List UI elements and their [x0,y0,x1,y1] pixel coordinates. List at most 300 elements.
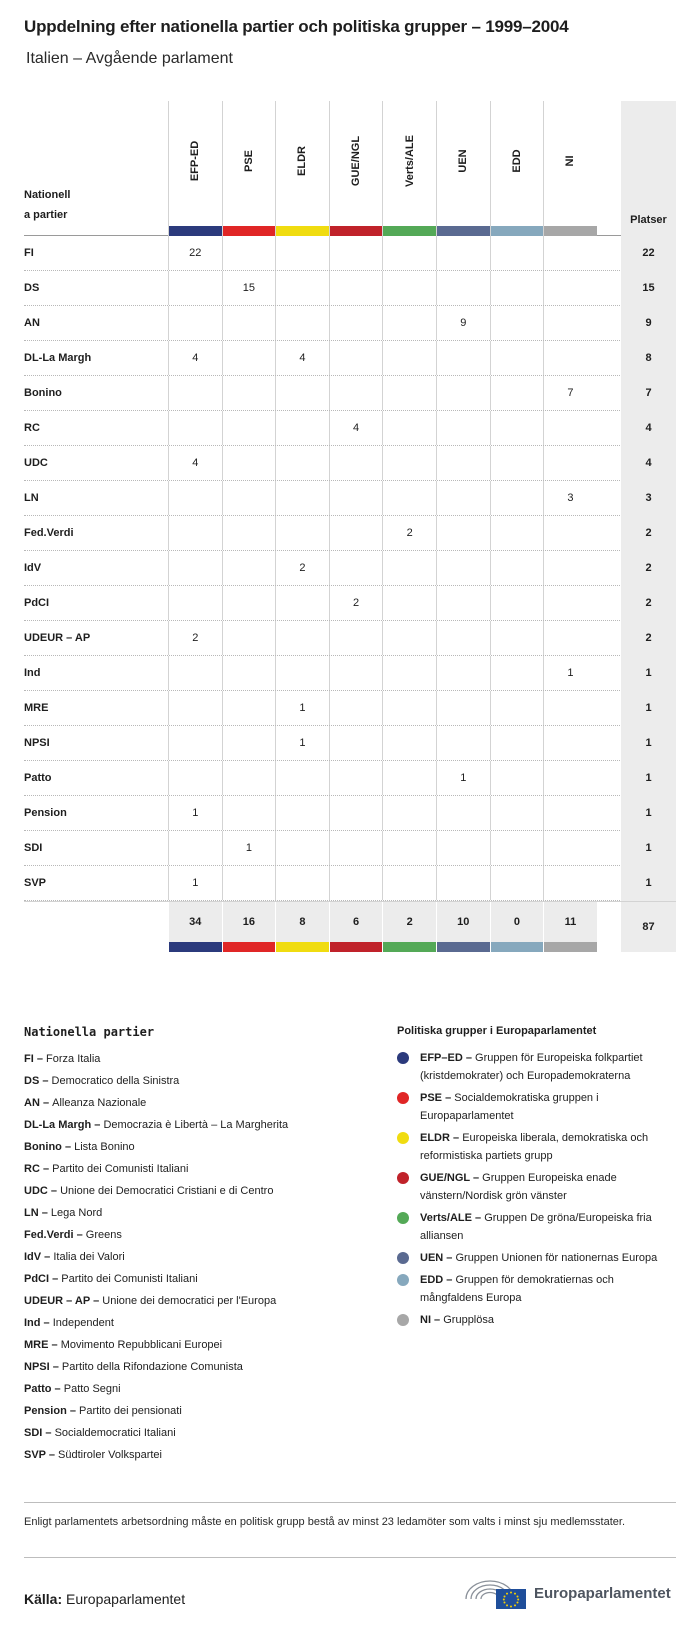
seat-cell [275,271,329,305]
divider-top [24,1502,676,1503]
seat-cell: 2 [329,586,383,620]
group-abbr: GUE/NGL [420,1172,470,1184]
seat-cell: 2 [168,621,222,655]
seat-cell [382,761,436,795]
table-row [24,796,676,831]
political-group-legend [397,1025,677,1333]
group-color-bar [437,942,490,952]
group-header-label: Verts/ALE [403,135,416,187]
seat-cell [436,411,490,445]
source-line [24,1591,185,1607]
party-abbr: LN [24,1207,39,1219]
party-name: Fed.Verdi [24,527,74,539]
seat-cell: 4 [329,411,383,445]
row-total: 1 [621,866,676,901]
group-legend-item [397,1249,677,1267]
seat-cell [222,586,276,620]
group-column-header [168,101,222,236]
party-name: Ind [24,667,41,679]
seats-header: Platser [630,214,667,226]
seat-cell [275,621,329,655]
group-total [222,902,276,952]
group-full-name: Socialdemokratiska gruppen i Europaparlamentet [420,1092,599,1122]
table-row [24,306,676,341]
table-row [24,411,676,446]
seat-cell [490,586,544,620]
seat-cell [543,726,597,760]
seat-cell [275,516,329,550]
seat-cell [490,516,544,550]
group-abbr: PSE [420,1092,443,1104]
national-legend-item [24,1290,364,1312]
group-header-label: PSE [242,149,255,173]
party-abbr: FI [24,1053,34,1065]
group-color-bar [383,942,436,952]
row-total: 2 [621,516,676,551]
seat-cell [222,796,276,830]
group-full-name: Gruppen De gröna/Europeiska fria alliansen [420,1212,652,1242]
group-column-header [329,101,383,236]
party-name: MRE [24,702,49,714]
group-full-name: Grupplösa [443,1314,494,1326]
separator: – [443,1274,456,1286]
party-name: SDI [24,842,43,854]
seat-cell [382,306,436,340]
separator: – [442,1092,455,1104]
seat-cell [222,446,276,480]
seat-cell [329,551,383,585]
separator: – [462,1052,476,1064]
row-total: 2 [621,586,676,621]
seat-cell [382,551,436,585]
party-name: Bonino [24,387,62,399]
seat-cell: 1 [436,761,490,795]
group-legend-item [397,1129,677,1165]
seat-cell [436,376,490,410]
group-total [490,902,544,952]
party-name: UDC [24,457,48,469]
seat-cell [490,481,544,515]
group-legend-item [397,1089,677,1125]
separator: – [471,1212,485,1224]
party-abbr: Patto [24,1383,52,1395]
europarl-logo [462,1573,677,1613]
party-full-name: Unione dei Democratici Cristiani e di Centro [60,1185,274,1197]
seat-cell [490,376,544,410]
seat-cell [490,306,544,340]
party-full-name: Partito dei Comunisti Italiani [52,1163,189,1175]
group-color-bar [169,942,222,952]
group-color-bar [276,942,329,952]
seat-cell [436,481,490,515]
seat-cell [329,866,383,900]
seat-cell [490,691,544,725]
seat-cell [329,271,383,305]
seat-cell [275,831,329,865]
seat-cell [168,551,222,585]
seat-cell [436,691,490,725]
separator: – [469,1172,483,1184]
seat-cell [543,551,597,585]
seat-cell [168,376,222,410]
group-color-bar [544,942,597,952]
group-total [275,902,329,952]
group-color-dot-icon [397,1252,409,1264]
seat-cell [168,726,222,760]
group-color-dot-icon [397,1132,409,1144]
national-legend-item [24,1114,364,1136]
national-legend-item [24,1400,364,1422]
separator: – [66,1405,80,1417]
seat-cell [543,831,597,865]
seat-cell [168,271,222,305]
group-color-bar [276,226,329,236]
group-color-dot-icon [397,1092,409,1104]
footnote: Enligt parlamentets arbetsordning måste en politisk grupp bestå av minst 23 ledamöter som valts i minst sju medlemsstater. [24,1516,625,1528]
party-abbr: Pension [24,1405,67,1417]
seat-cell [382,621,436,655]
seat-cell [275,411,329,445]
party-abbr: PdCI [24,1273,50,1285]
separator: – [47,1185,61,1197]
group-color-bar [169,226,222,236]
group-total-value: 11 [564,916,577,928]
group-legend-item [397,1049,677,1085]
seat-cell [275,866,329,900]
totals-row [24,901,676,951]
separator: – [45,1449,59,1461]
seat-cell [275,761,329,795]
row-header-label [24,185,70,225]
seat-cell [275,796,329,830]
seat-cell [382,691,436,725]
national-legend-item [24,1312,364,1334]
seat-cell [543,691,597,725]
table-row [24,516,676,551]
seat-cell: 2 [275,551,329,585]
group-legend-item [397,1311,677,1329]
national-legend-item [24,1334,364,1356]
party-full-name: Movimento Repubblicani Europei [60,1339,223,1351]
group-abbr: Verts/ALE [420,1212,472,1224]
seat-cell [329,306,383,340]
party-full-name: Socialdemocratici Italiani [54,1427,176,1439]
group-header-label: EDD [510,149,523,173]
row-total: 4 [621,446,676,481]
seat-cell [168,691,222,725]
party-abbr: SVP [24,1449,46,1461]
row-total: 1 [621,831,676,866]
group-total [382,902,436,952]
seat-cell [543,621,597,655]
seat-cell [222,621,276,655]
seat-cell [222,341,276,375]
group-total-value: 0 [513,916,520,928]
table-row [24,446,676,481]
seat-cell: 22 [168,236,222,270]
seat-cell [382,446,436,480]
table-row [24,586,676,621]
row-total: 3 [621,481,676,516]
divider-bottom [24,1557,676,1558]
group-total-value: 8 [299,916,306,928]
group-total [436,902,490,952]
row-total: 22 [621,236,676,271]
party-full-name: Forza Italia [46,1053,101,1065]
seat-cell [168,306,222,340]
party-full-name: Unione dei democratici per l'Europa [102,1295,277,1307]
group-color-bar [330,226,383,236]
group-abbr: NI [420,1314,431,1326]
seat-cell [222,726,276,760]
separator: – [91,1119,104,1131]
seat-cell: 15 [222,271,276,305]
seat-cell [329,621,383,655]
seat-cell [168,656,222,690]
seat-cell: 1 [222,831,276,865]
group-abbr: EFP–ED [420,1052,463,1064]
table-row [24,691,676,726]
seat-cell [382,271,436,305]
table-row [24,831,676,866]
group-color-dot-icon [397,1274,409,1286]
party-abbr: RC [24,1163,40,1175]
group-total-value: 6 [353,916,360,928]
seat-cell [382,866,436,900]
separator: – [431,1314,444,1326]
row-total: 2 [621,551,676,586]
group-color-bar [491,226,544,236]
group-header-label: UEN [457,149,470,173]
separator: – [449,1132,463,1144]
group-color-dot-icon [397,1314,409,1326]
seat-cell [329,341,383,375]
seat-cell [382,481,436,515]
separator: – [33,1053,47,1065]
seat-cell [436,866,490,900]
seat-cell [222,656,276,690]
seat-cell [436,621,490,655]
group-color-bar [223,942,276,952]
party-name: Patto [24,772,52,784]
row-total: 1 [621,691,676,726]
separator: – [39,1163,53,1175]
seat-cell: 2 [382,516,436,550]
national-legend-item [24,1048,364,1070]
party-abbr: MRE [24,1339,49,1351]
national-legend-item [24,1356,364,1378]
seat-cell [222,376,276,410]
party-abbr: IdV [24,1251,42,1263]
seat-cell [436,516,490,550]
national-legend-item [24,1422,364,1444]
seat-cell [329,481,383,515]
party-abbr: DS [24,1075,40,1087]
seat-cell [329,376,383,410]
seat-cell [543,271,597,305]
seat-cell [436,796,490,830]
party-name: UDEUR – AP [24,632,91,644]
seat-cell [168,481,222,515]
seat-cell [490,656,544,690]
national-legend-item [24,1378,364,1400]
seat-cell [436,656,490,690]
party-name: AN [24,317,40,329]
seat-cell [275,446,329,480]
seats-header-column [621,101,676,236]
group-legend-heading: Politiska grupper i Europaparlamentet [397,1025,597,1037]
party-name: NPSI [24,737,50,749]
party-name: PdCI [24,597,50,609]
seat-table [24,101,676,951]
party-full-name: Partito dei Comunisti Italiani [61,1273,198,1285]
row-header-line-1: Nationell [24,189,71,201]
group-total-value: 16 [242,916,256,928]
row-header-line-2: a partier [24,209,68,221]
group-color-dot-icon [397,1052,409,1064]
national-legend-item [24,1136,364,1158]
seat-cell [490,236,544,270]
seat-cell [436,341,490,375]
group-total-value: 10 [457,916,470,928]
seat-cell [543,446,597,480]
group-column-header [543,101,597,236]
seat-cell [436,586,490,620]
seat-cell [436,446,490,480]
group-column-header [222,101,276,236]
party-name: FI [24,247,34,259]
group-column-header [490,101,544,236]
party-full-name: Greens [85,1229,122,1241]
row-total: 1 [621,726,676,761]
seat-cell [222,866,276,900]
seat-cell [382,341,436,375]
table-body [24,236,676,901]
group-total-value: 34 [189,916,202,928]
seat-cell [329,446,383,480]
group-header-label: NI [564,155,577,167]
separator: – [51,1383,64,1395]
seat-cell [275,586,329,620]
seat-cell [222,236,276,270]
group-legend-item [397,1209,677,1245]
seat-cell [543,796,597,830]
seat-cell [329,796,383,830]
seat-cell [168,411,222,445]
seat-cell [436,726,490,760]
group-color-bar [544,226,597,236]
seat-cell [382,831,436,865]
separator: – [40,1317,53,1329]
party-abbr: AN [24,1097,40,1109]
seat-cell [329,831,383,865]
group-full-name: Gruppen för demokratiernas och mångfaldens Europa [420,1274,614,1304]
seat-cell [222,691,276,725]
seat-cell [543,306,597,340]
page-subtitle: Italien – Avgående parlament [26,50,233,67]
seat-cell: 3 [543,481,597,515]
table-row [24,621,676,656]
group-full-name: Gruppen Unionen för nationernas Europa [455,1252,658,1264]
seat-cell [543,411,597,445]
group-header-label: EFP-ED [189,140,202,182]
seat-cell [543,586,597,620]
seat-cell [329,761,383,795]
seat-cell [490,271,544,305]
table-row [24,341,676,376]
seat-cell [436,551,490,585]
table-row [24,551,676,586]
seat-cell [382,376,436,410]
seat-cell [382,726,436,760]
seat-cell: 1 [275,691,329,725]
seat-cell [275,656,329,690]
row-total: 1 [621,761,676,796]
seat-cell [543,761,597,795]
seat-cell [490,726,544,760]
party-name: SVP [24,877,47,889]
table-row [24,761,676,796]
row-total: 9 [621,306,676,341]
seat-cell [543,341,597,375]
party-name: DS [24,282,40,294]
party-full-name: Alleanza Nazionale [52,1097,147,1109]
seat-cell [222,516,276,550]
group-total [329,902,383,952]
separator: – [41,1251,54,1263]
group-color-bar [491,942,544,952]
seat-cell [382,411,436,445]
party-abbr: DL-La Margh [24,1119,92,1131]
national-legend-item [24,1202,364,1224]
seat-cell [382,656,436,690]
seat-cell [168,831,222,865]
party-name: RC [24,422,40,434]
party-name: DL-La Margh [24,352,92,364]
table-row [24,656,676,691]
separator: – [38,1207,51,1219]
party-abbr: Bonino [24,1141,62,1153]
seat-cell [222,761,276,795]
seat-cell [168,761,222,795]
seat-cell [275,376,329,410]
seat-cell [490,446,544,480]
seat-cell [275,481,329,515]
row-total: 4 [621,411,676,446]
seat-cell [490,761,544,795]
separator: – [73,1229,86,1241]
party-abbr: Ind [24,1317,41,1329]
row-total: 7 [621,376,676,411]
group-color-dot-icon [397,1212,409,1224]
seat-cell [382,796,436,830]
seat-cell: 1 [543,656,597,690]
seat-cell: 4 [168,446,222,480]
national-legend-heading: Nationella partier [24,1025,155,1039]
group-header-label: GUE/NGL [350,135,363,187]
party-full-name: Independent [52,1317,114,1329]
group-column-header [436,101,490,236]
row-total: 8 [621,341,676,376]
row-total: 1 [621,656,676,691]
seat-cell [543,516,597,550]
group-column-header [382,101,436,236]
grand-total: 87 [621,902,676,952]
table-row [24,866,676,901]
hemicycle-flag-icon [462,1573,532,1613]
seat-cell [329,691,383,725]
seat-cell [490,341,544,375]
